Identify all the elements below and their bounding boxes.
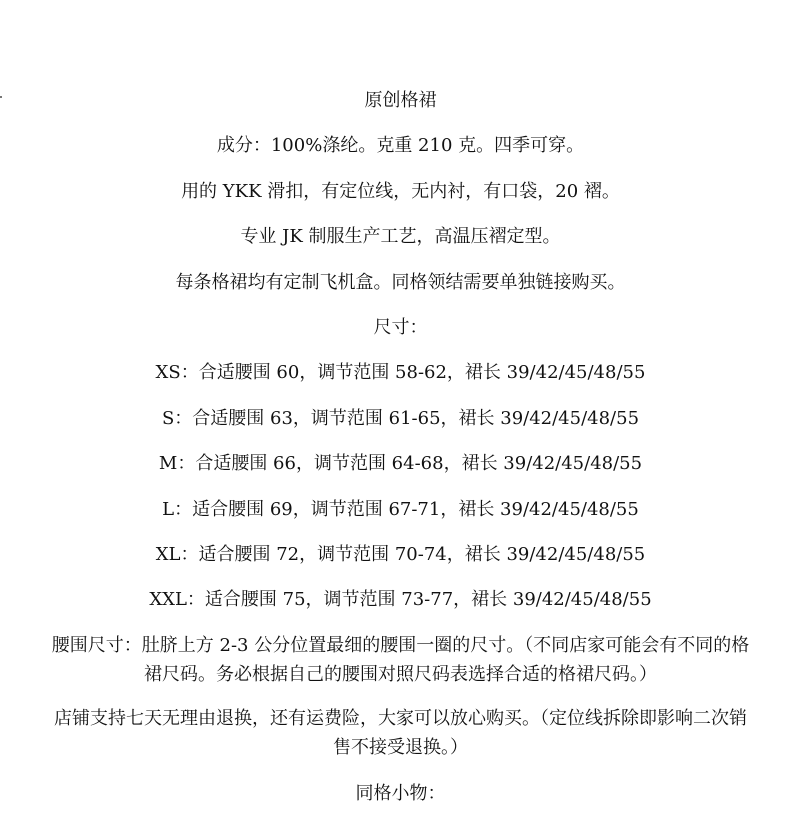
size-row-m: M：合适腰围 66，调节范围 64-68，裙长 39/42/45/48/55 (158, 453, 643, 475)
packaging-line: 每条格裙均有定制飞机盒。同格领结需要单独链接购买。 (175, 271, 626, 293)
waist-note: 腰围尺寸：肚脐上方 2-3 公分位置最细的腰围一圈的尺寸。（不同店家可能会有不同的格裙尺码。务必根据自己的腰围对照尺码表选择合适的格裙尺码。） (51, 634, 750, 685)
product-title: 原创格裙 (364, 90, 437, 111)
return-policy-note: 店铺支持七天无理由退换，还有运费险，大家可以放心购买。（定位线拆除即影响二次销售不接受退换。） (54, 707, 747, 758)
size-row-s: S：合适腰围 63，调节范围 61-65，裙长 39/42/45/48/55 (161, 407, 640, 429)
material-line: 成分：100%涤纶。克重 210 克。四季可穿。 (216, 135, 585, 157)
size-row-xl: XL：适合腰围 72，调节范围 70-74，裙长 39/42/45/48/55 (155, 543, 646, 565)
product-description (40, 86, 761, 824)
size-row-xs: XS：合适腰围 60，调节范围 58-62，裙长 39/42/45/48/55 (155, 362, 646, 384)
size-row-l: L：适合腰围 69，调节范围 67-71，裙长 39/42/45/48/55 (162, 498, 639, 520)
features-line: 用的 YKK 滑扣，有定位线，无内衬，有口袋，20 褶。 (181, 180, 620, 202)
size-row-xxl: XXL：适合腰围 75，调节范围 73-77，裙长 39/42/45/48/55 (149, 589, 652, 611)
size-heading: 尺寸： (373, 316, 428, 338)
craft-line: 专业 JK 制服生产工艺，高温压褶定型。 (240, 226, 561, 248)
matching-items-heading: 同格小物： (355, 782, 446, 804)
edge-mark (0, 96, 2, 98)
